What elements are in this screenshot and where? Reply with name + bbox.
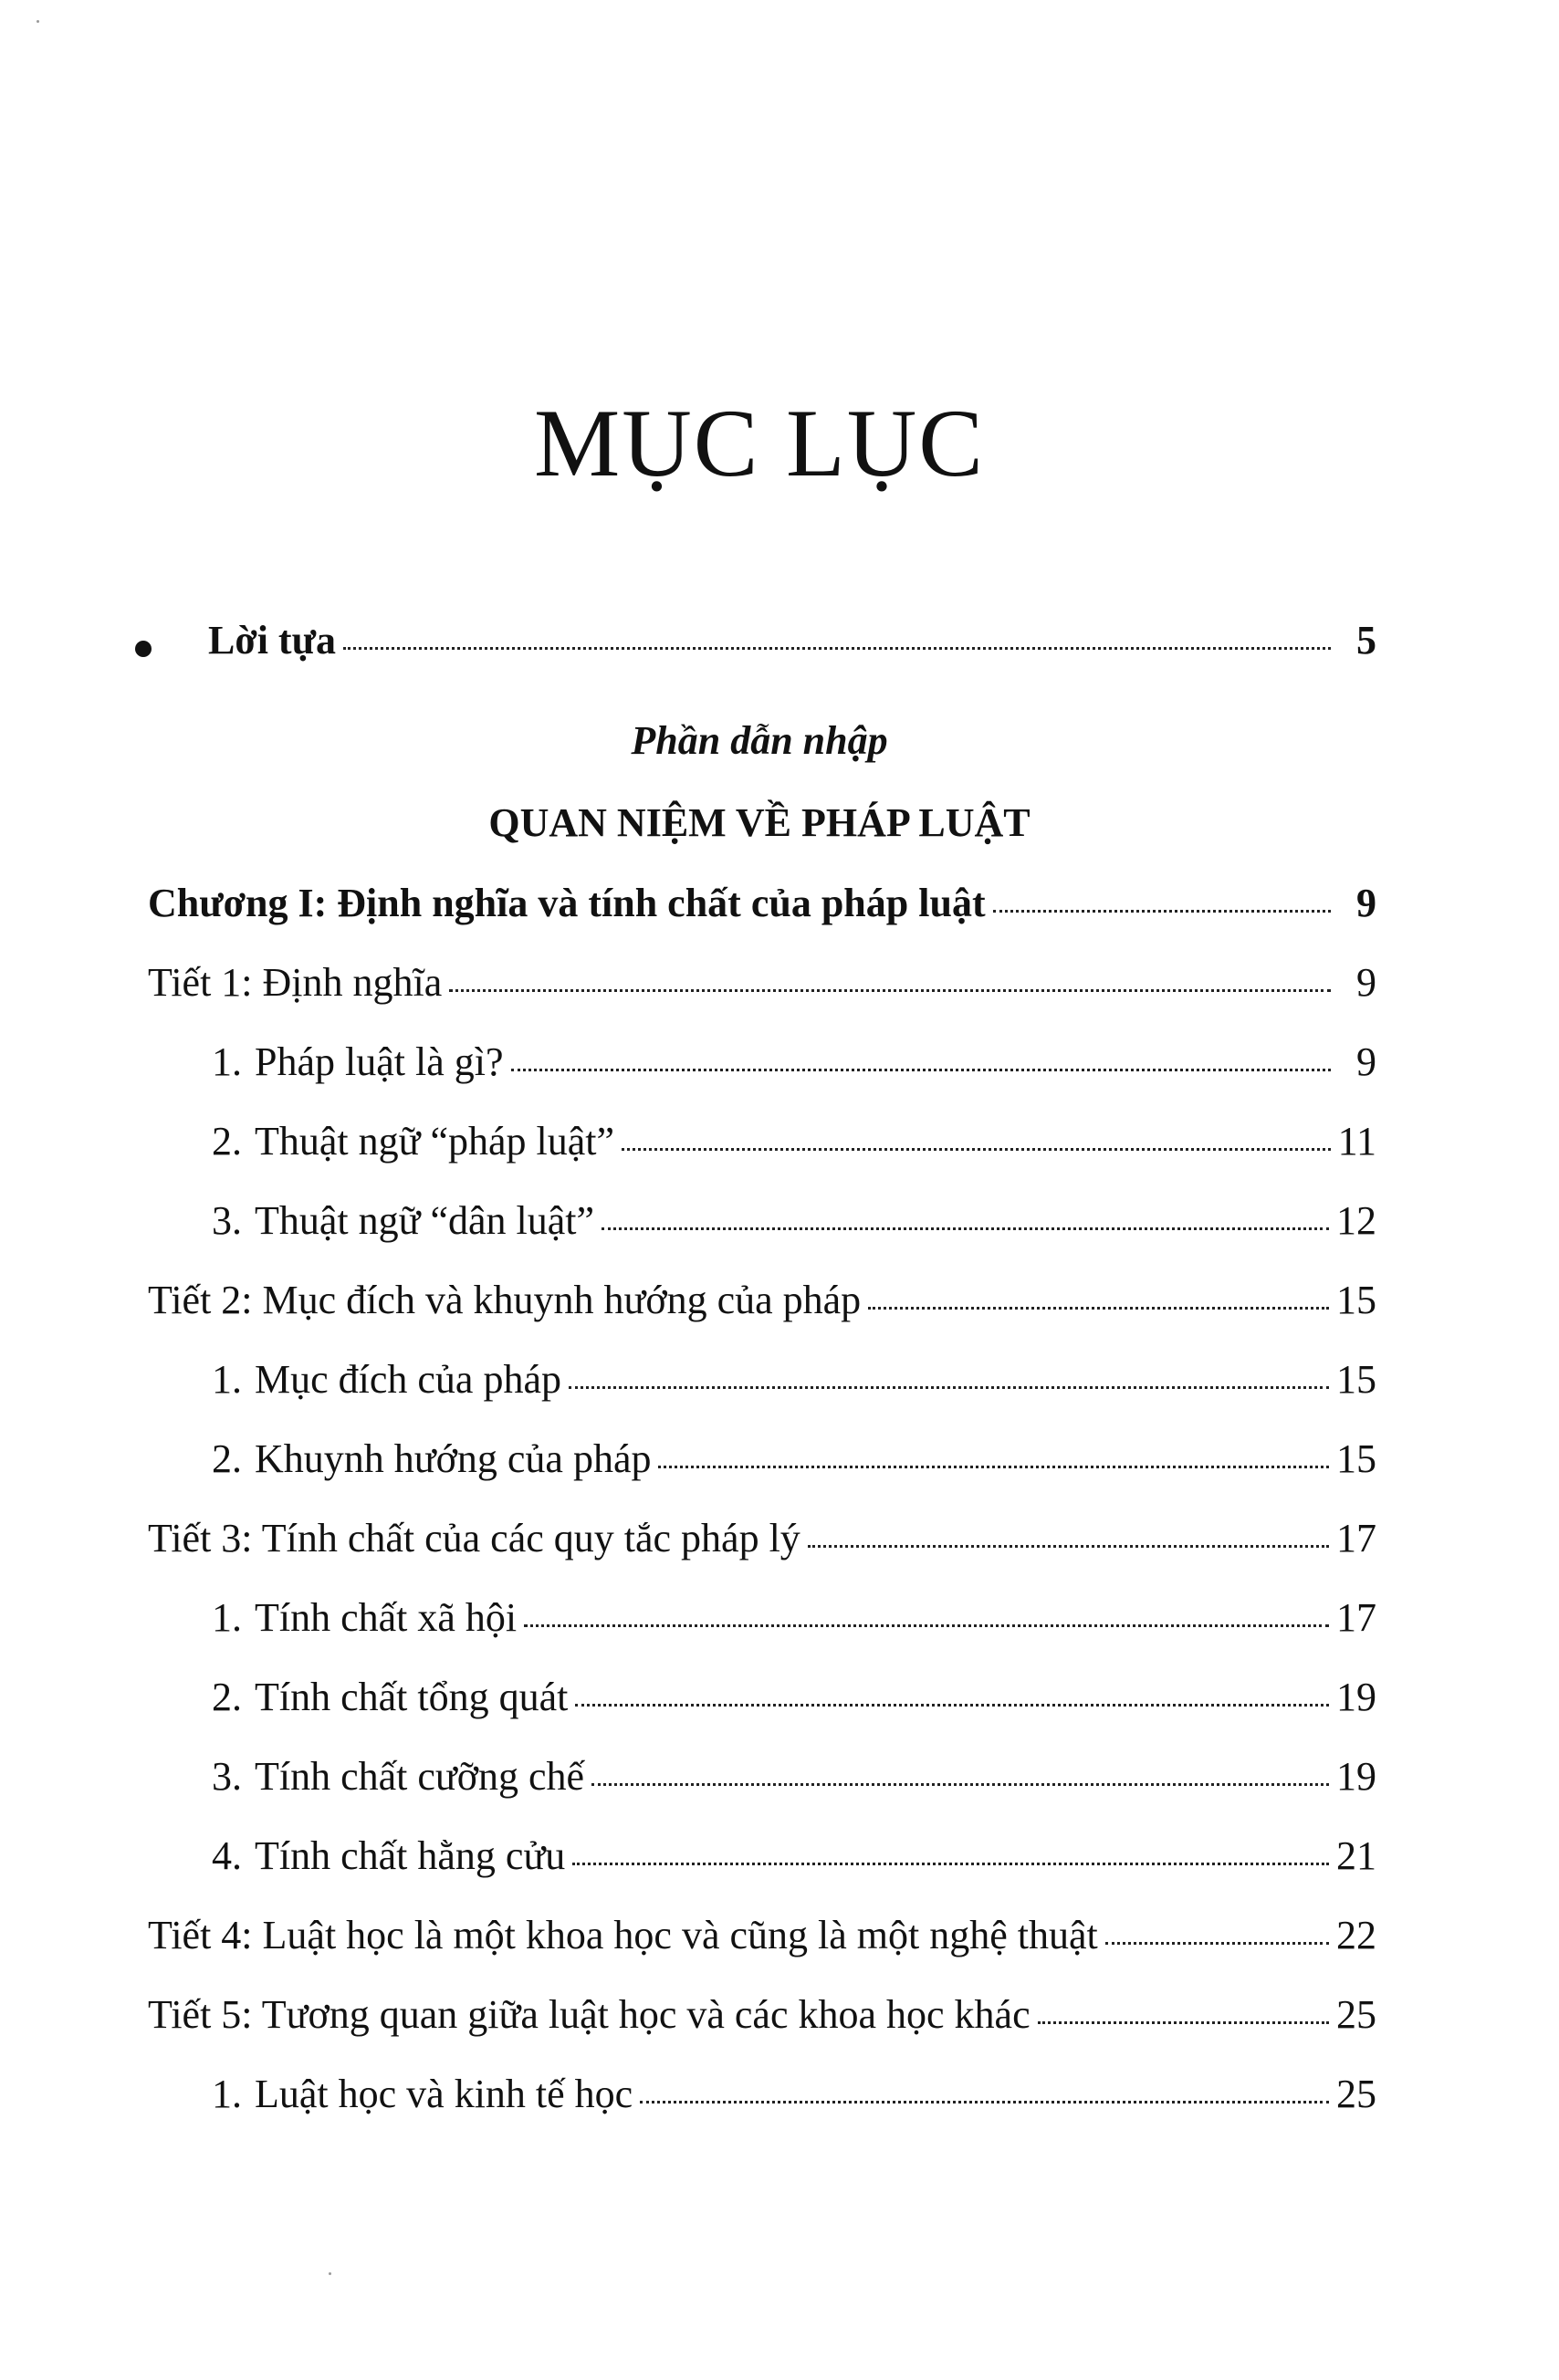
toc-entry-chapter[interactable] [148, 883, 1376, 924]
toc-entry-section[interactable] [148, 1915, 1376, 1956]
toc-page-number: 19 [1336, 1675, 1376, 1719]
toc-leader-dots [572, 1863, 1329, 1865]
toc-entry-label: Thuật ngữ “pháp luật” [255, 1119, 615, 1164]
toc-entry-item[interactable] [212, 1119, 1376, 1164]
toc-item-number: 2. [212, 1119, 242, 1164]
toc-leader-dots [343, 647, 1331, 650]
toc-page-number: 21 [1336, 1833, 1376, 1878]
toc-page-number: 25 [1336, 2072, 1376, 2116]
toc-page-number: 17 [1336, 1595, 1376, 1640]
toc-entry-label: Tính chất cưỡng chế [255, 1754, 585, 1799]
toc-entry-preface[interactable] [208, 618, 1376, 663]
toc-entry-item[interactable] [212, 1595, 1376, 1640]
toc-leader-dots [1038, 2021, 1329, 2024]
toc-entry-item[interactable] [212, 2074, 1376, 2114]
toc-entry-item[interactable] [212, 1357, 1376, 1402]
toc-leader-dots [575, 1704, 1329, 1707]
toc-entry-section[interactable] [148, 1516, 1376, 1561]
toc-entry-item[interactable] [212, 1833, 1376, 1878]
toc-page-number: 15 [1336, 1278, 1376, 1322]
toc-item-number: 2. [212, 1436, 242, 1481]
toc-entry-label: Tiết 3: Tính chất của các quy tắc pháp lý [148, 1516, 800, 1561]
toc-leader-dots [449, 989, 1331, 992]
toc-page-number: 9 [1356, 881, 1376, 925]
toc-leader-dots [622, 1148, 1331, 1151]
toc-entry-label: Khuynh hướng của pháp [255, 1436, 652, 1481]
toc-page-number: 9 [1356, 960, 1376, 1005]
toc-entry-label: Tính chất xã hội [255, 1595, 518, 1640]
toc-entry-item[interactable] [212, 1754, 1376, 1799]
toc-page-number: 25 [1336, 1992, 1376, 2037]
toc-item-number: 4. [212, 1833, 242, 1878]
toc-entry-label: Tính chất tổng quát [255, 1675, 569, 1719]
bullet-icon [135, 641, 152, 657]
part-heading: QUAN NIỆM VỀ PHÁP LUẬT [488, 800, 1031, 845]
toc-item-number: 3. [212, 1754, 242, 1799]
toc-entry-section[interactable] [148, 960, 1376, 1005]
toc-leader-dots [602, 1227, 1329, 1230]
toc-page-number: 9 [1356, 1039, 1376, 1084]
toc-entry-item[interactable] [212, 1039, 1376, 1084]
page-speck [37, 20, 39, 23]
toc-entry-label: Tính chất hằng cửu [255, 1833, 566, 1878]
part-subtitle: Phần dẫn nhập [631, 718, 888, 763]
page-speck [329, 2272, 331, 2275]
toc-entry-label: Tiết 5: Tương quan giữa luật học và các khoa học khác [148, 1992, 1031, 2037]
toc-item-number: 2. [212, 1675, 242, 1719]
toc-page-number: 22 [1336, 1913, 1376, 1957]
toc-item-number: 1. [212, 2072, 242, 2116]
toc-entry-label: Tiết 2: Mục đích và khuynh hướng của pháp [148, 1278, 862, 1322]
toc-page-number: 12 [1336, 1198, 1376, 1243]
toc-page-number: 5 [1356, 618, 1376, 663]
toc-leader-dots [658, 1466, 1329, 1468]
toc-leader-dots [569, 1386, 1329, 1389]
toc-entry-label: Mục đích của pháp [255, 1357, 561, 1402]
toc-entry-label: Thuật ngữ “dân luật” [255, 1198, 595, 1243]
toc-page-number: 15 [1336, 1357, 1376, 1402]
toc-leader-dots [640, 2101, 1329, 2103]
toc-item-number: 1. [212, 1039, 242, 1084]
toc-leader-dots [511, 1069, 1332, 1071]
toc-entry-label: Pháp luật là gì? [255, 1039, 504, 1084]
toc-leader-dots [808, 1545, 1329, 1548]
page-title: MỤC LỤC [533, 390, 985, 497]
toc-entry-label: Tiết 4: Luật học là một khoa học và cũng là một nghệ thuật [148, 1913, 1098, 1957]
toc-item-number: 1. [212, 1595, 242, 1640]
toc-entry-item[interactable] [212, 1677, 1376, 1717]
toc-entry-label: Tiết 1: Định nghĩa [148, 960, 443, 1005]
toc-entry-label: Luật học và kinh tế học [255, 2072, 633, 2116]
toc-page-number: 17 [1336, 1516, 1376, 1561]
toc-entry-label: Chương I: Định nghĩa và tính chất của pháp luật [148, 881, 986, 925]
toc-page-number: 15 [1336, 1436, 1376, 1481]
toc-leader-dots [1105, 1942, 1329, 1945]
toc-leader-dots [868, 1307, 1329, 1310]
toc-entry-item[interactable] [212, 1198, 1376, 1243]
toc-leader-dots [591, 1783, 1329, 1786]
toc-item-number: 1. [212, 1357, 242, 1402]
toc-leader-dots [993, 910, 1331, 913]
toc-entry-section[interactable] [148, 1992, 1376, 2037]
toc-entry-item[interactable] [212, 1436, 1376, 1481]
toc-page-number: 19 [1336, 1754, 1376, 1799]
toc-entry-section[interactable] [148, 1280, 1376, 1320]
toc-item-number: 3. [212, 1198, 242, 1243]
toc-leader-dots [524, 1624, 1329, 1627]
toc-page-number: 11 [1337, 1119, 1376, 1164]
toc-entry-label: Lời tựa [208, 618, 336, 663]
